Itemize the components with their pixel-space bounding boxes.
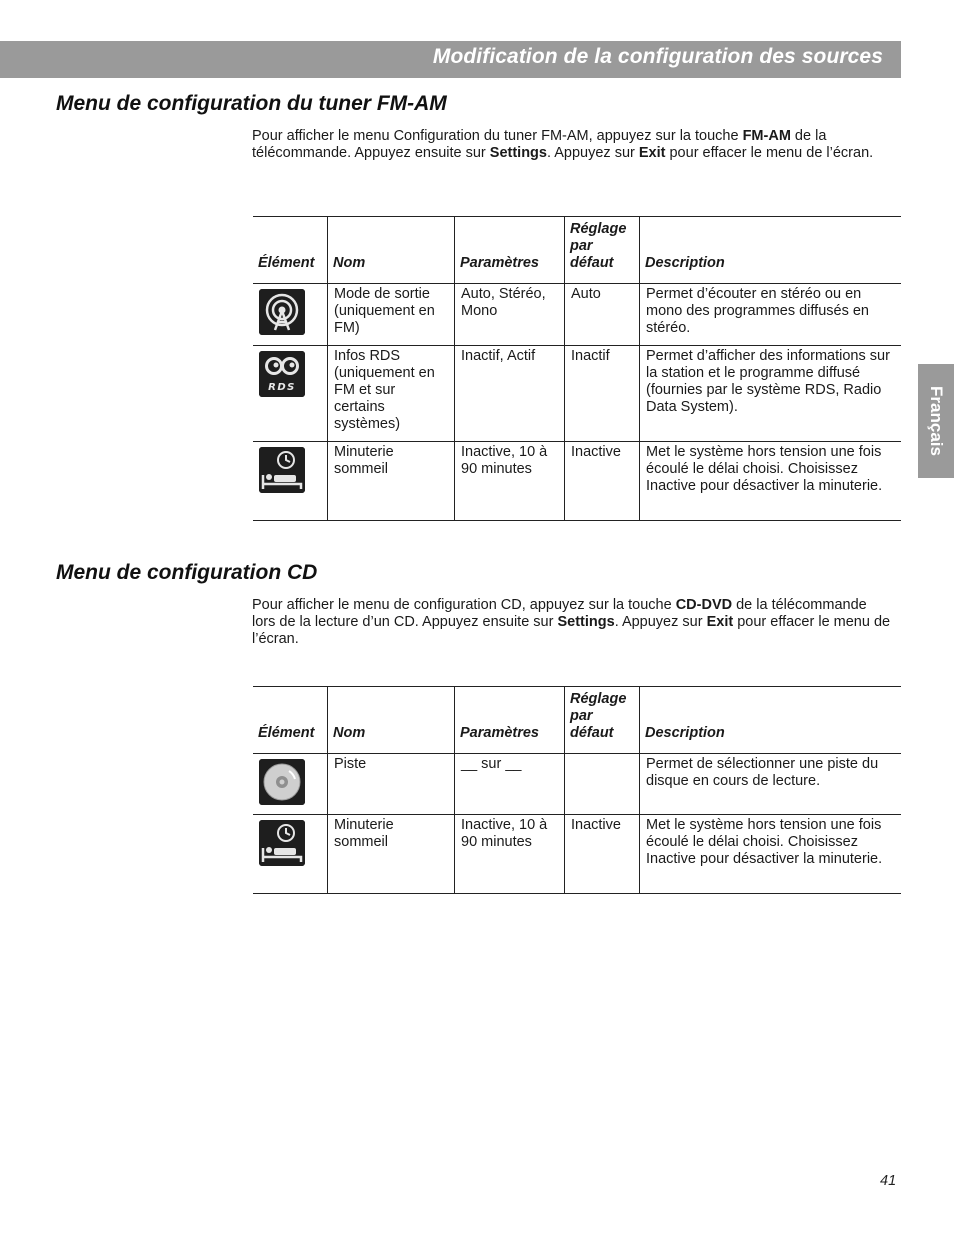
element-cell [253, 284, 328, 346]
parametres-cell: __ sur __ [455, 754, 565, 815]
tuner-intro: Pour afficher le menu Configuration du tuner FM-AM, appuyez sur la touche FM-AM de la télécommande. Appuyez ensuite sur Settings. Appuyez sur Exit pour effacer le menu de l’écran. [252, 128, 874, 161]
table-row [253, 284, 901, 346]
col-element: Élément [258, 255, 315, 271]
page-header-title: Modification de la configuration des sources [432, 45, 883, 68]
col-parametres: Paramètres [455, 217, 565, 284]
disc-icon [259, 759, 305, 805]
antenna-icon [259, 289, 305, 335]
col-parametres: Paramètres [455, 687, 565, 754]
parametres-cell: Inactive, 10 à 90 minutes [455, 442, 565, 521]
reglage-cell: Inactive [565, 442, 640, 521]
table-header-row [253, 687, 901, 754]
language-tab-label: Français [927, 386, 946, 456]
table-row [253, 442, 901, 521]
nom-cell: Mode de sortie (uniquement en FM) [328, 284, 455, 346]
rds-icon [259, 351, 305, 397]
parametres-cell: Auto, Stéréo, Mono [455, 284, 565, 346]
rds-icon-label: RDS [268, 382, 296, 393]
reglage-cell: Auto [565, 284, 640, 346]
col-reglage: Réglage par défaut [565, 217, 640, 284]
reglage-cell: Inactive [565, 815, 640, 894]
table-row [253, 754, 901, 815]
cd-settings-table [253, 686, 901, 894]
reglage-cell [565, 754, 640, 815]
parametres-cell: Inactive, 10 à 90 minutes [455, 815, 565, 894]
element-cell [253, 346, 328, 442]
language-tab [918, 364, 954, 478]
col-nom: Nom [328, 687, 455, 754]
tuner-settings-table [253, 216, 901, 521]
header-bar [0, 41, 901, 78]
parametres-cell: Inactif, Actif [455, 346, 565, 442]
cd-section-title: Menu de configuration CD [56, 561, 318, 584]
sleep-timer-icon [259, 820, 305, 866]
page-number: 41 [880, 1173, 897, 1189]
reglage-cell: Inactif [565, 346, 640, 442]
element-cell [253, 442, 328, 521]
sleep-timer-icon [259, 447, 305, 493]
col-nom: Nom [328, 217, 455, 284]
description-cell: Permet d’écouter en stéréo ou en mono des programmes diffusés en stéréo. [640, 284, 902, 346]
nom-cell: Infos RDS (uniquement en FM et sur certains systèmes) [328, 346, 455, 442]
nom-cell: Minuterie sommeil [328, 442, 455, 521]
col-element: Élément [258, 725, 315, 741]
nom-cell: Minuterie sommeil [328, 815, 455, 894]
col-reglage: Réglage par défaut [565, 687, 640, 754]
table-row [253, 346, 901, 442]
col-description: Description [640, 687, 902, 754]
table-header-row [253, 217, 901, 284]
nom-cell: Piste [328, 754, 455, 815]
element-cell [253, 754, 328, 815]
description-cell: Permet d’afficher des informations sur la station et le programme diffusé (fournies par le système RDS, Radio Data System). [640, 346, 902, 442]
col-description: Description [640, 217, 902, 284]
table-row [253, 815, 901, 894]
description-cell: Permet de sélectionner une piste du disque en cours de lecture. [640, 754, 902, 815]
cd-intro: Pour afficher le menu de configuration CD, appuyez sur la touche CD-DVD de la télécommande lors de la lecture d’un CD. Appuyez ensuite sur Settings. Appuyez sur Exit pour effacer le menu de l’écran. [252, 597, 891, 647]
tuner-section-title: Menu de configuration du tuner FM-AM [56, 92, 447, 115]
description-cell: Met le système hors tension une fois écoulé le délai choisi. Choisissez Inactive pour désactiver la minuterie. [640, 442, 902, 521]
element-cell [253, 815, 328, 894]
description-cell: Met le système hors tension une fois écoulé le délai choisi. Choisissez Inactive pour désactiver la minuterie. [640, 815, 902, 894]
